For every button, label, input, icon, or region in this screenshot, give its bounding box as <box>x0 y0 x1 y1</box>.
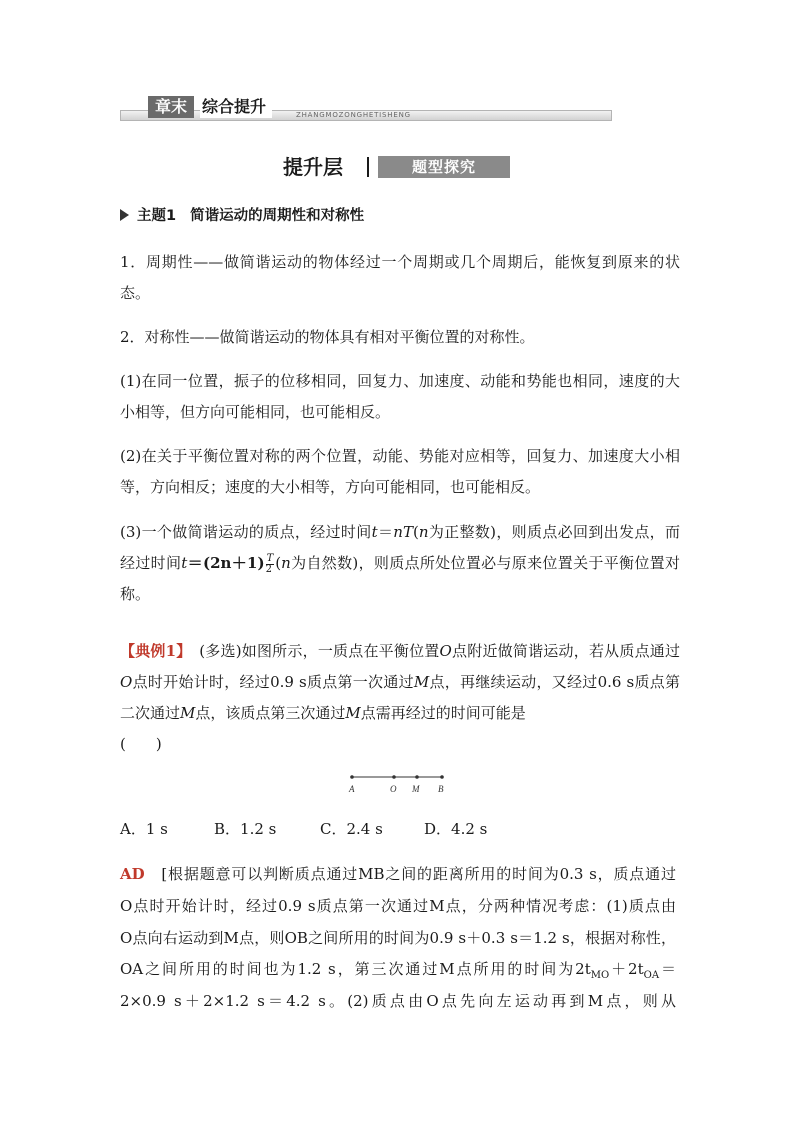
paragraph-time-rule: (3)一个做简谐运动的质点，经过时间t＝nT(n为正整数)，则质点必回到出发点，而经过时间t＝(2n＋1) $\frac{T}{2}$ (n为自然数)，则质点所处位置必与原来位置关于平衡位置对称。 <box>120 523 680 603</box>
label-o: O <box>390 784 397 794</box>
solution-line-1: AD [根据题意可以判断质点通过MB之间的距离所用的时间为0.3 s，质点通过 <box>120 865 676 883</box>
label-a: A <box>349 784 355 794</box>
section-separator <box>367 157 369 177</box>
paragraph-symmetric-positions: (2)在关于平衡位置对称的两个位置，动能、势能对应相等，回复力、加速度大小相等，方向相反；速度的大小相等，方向可能相同，也可能相反。 <box>120 447 680 496</box>
topic-title: 简谐运动的周期性和对称性 <box>190 208 365 224</box>
example-label: 【典例1】 <box>120 642 184 660</box>
option-c[interactable]: C．2.4 s <box>320 820 383 838</box>
paragraph-periodicity: 1．周期性——做简谐运动的物体经过一个周期或几个周期后，能恢复到原来的状态。 <box>120 253 680 302</box>
option-b[interactable]: B．1.2 s <box>214 820 277 838</box>
solution-answer: AD <box>120 865 145 883</box>
fraction-t-over-2: $\frac{T}{2}$ <box>265 552 274 575</box>
answer-options <box>120 816 487 842</box>
topic-heading <box>120 206 364 226</box>
play-triangle-icon <box>120 209 129 221</box>
section-badge: 题型探究 <box>378 156 510 178</box>
point-m <box>415 775 419 779</box>
chapter-header <box>120 96 612 126</box>
chapter-pinyin: ZHANGMOZONGHETISHENG <box>296 111 411 119</box>
option-d[interactable]: D．4.2 s <box>424 820 488 838</box>
solution-line-5: 2×0.9 s＋2×1.2 s＝4.2 s。(2)质点由O点先向左运动再到M点，则从 <box>120 992 676 1010</box>
chapter-title: 综合提升 <box>200 96 272 118</box>
chapter-tag: 章末 <box>148 96 194 118</box>
solution-line-2: O点时开始计时，经过0.9 s质点第一次通过M点，分两种情况考虑：(1)质点由 <box>120 897 676 915</box>
solution-line-4: OA之间所用的时间也为1.2 s，第三次通过M点所用的时间为$2t_{MO}+2t_{OA}=$ <box>120 960 676 981</box>
paragraph-same-position: (1)在同一位置，振子的位移相同，回复力、加速度、动能和势能也相同，速度的大小相等，但方向可能相同，也可能相反。 <box>120 372 680 421</box>
answer-blank: ( ) <box>120 735 162 753</box>
point-o <box>392 775 396 779</box>
point-a <box>350 775 354 779</box>
example-problem: 【典例1】 (多选)如图所示，一质点在平衡位置O点附近做简谐运动，若从质点通过O点时开始计时，经过0.9 s质点第一次通过M点，再继续运动，又经过0.6 s质点第二次通过M点，该质点第三次通过M点需再经过的时间可能是 ( ) <box>120 642 680 753</box>
line-figure <box>340 770 450 798</box>
point-b <box>440 775 444 779</box>
topic-number: 主题1 <box>137 208 177 224</box>
label-m: M <box>412 784 420 794</box>
section-title: 提升层 <box>283 155 343 179</box>
label-b: B <box>438 784 444 794</box>
paragraph-symmetry: 2．对称性——做简谐运动的物体具有相对平衡位置的对称性。 <box>120 328 535 346</box>
solution-line-3: O点向右运动到M点，则OB之间所用的时间为0.9 s＋0.3 s＝1.2 s，根据对称性， <box>120 929 676 947</box>
option-a[interactable]: A．1 s <box>120 820 168 838</box>
